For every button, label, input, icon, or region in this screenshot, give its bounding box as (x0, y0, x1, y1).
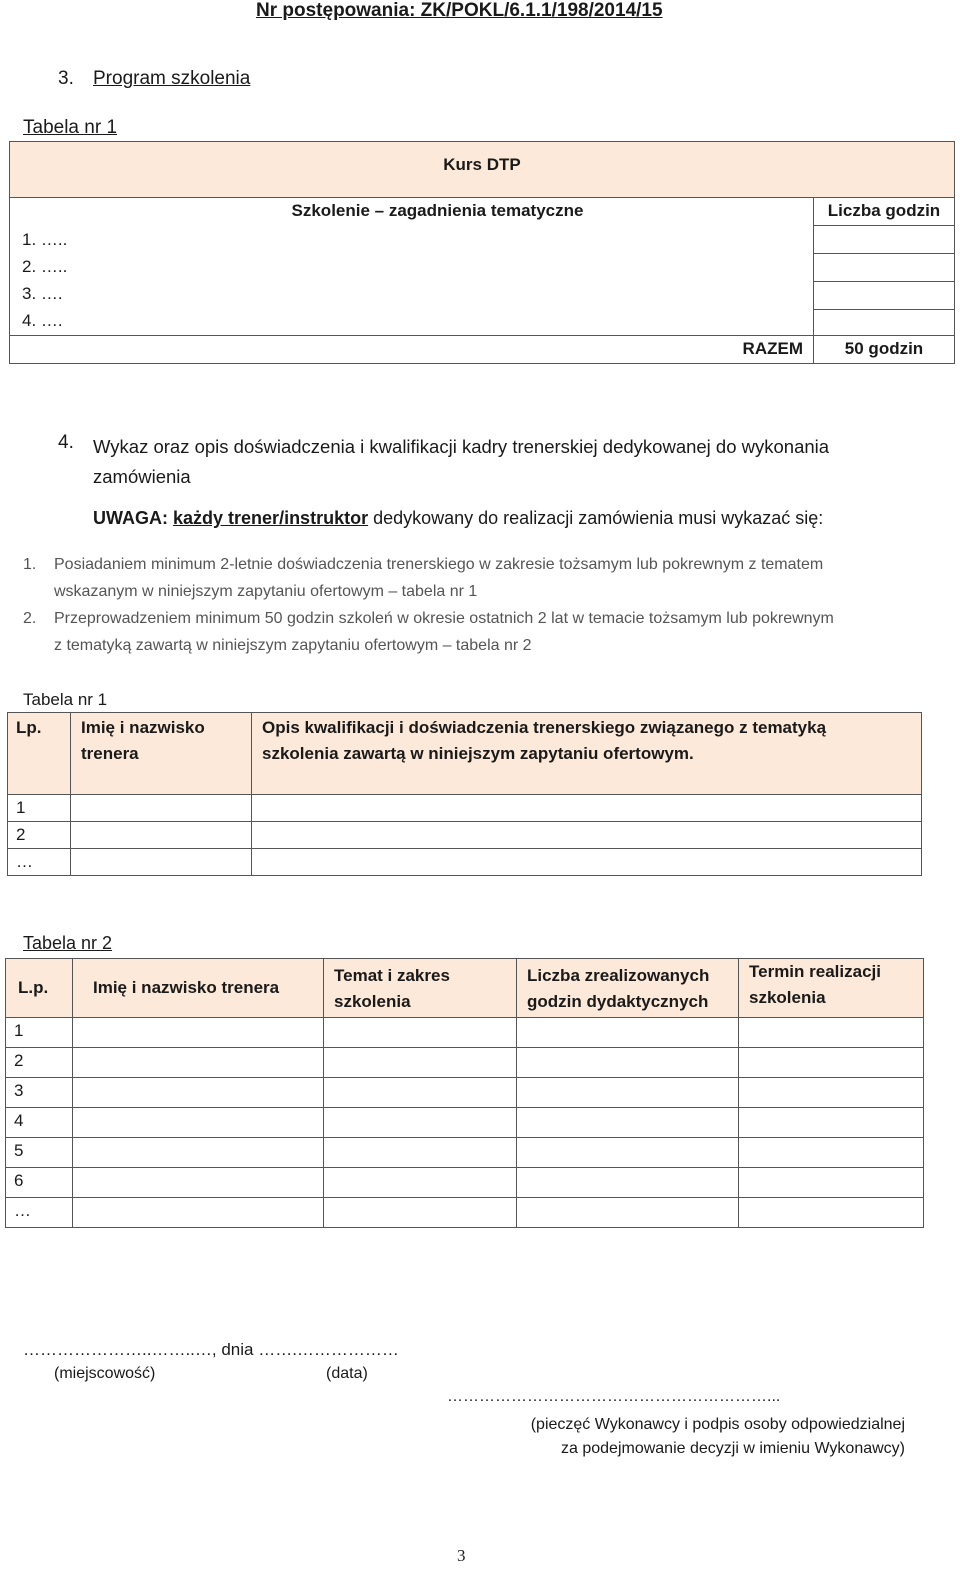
place-label: (miejscowość) (54, 1365, 156, 1382)
col-name-header: trenera (81, 744, 139, 763)
place-date-line: …………………..……..…, dnia …….……………… (23, 1340, 399, 1359)
program-table (9, 141, 955, 364)
col-desc-header: Opis kwalifikacji i doświadczenia trenerskiego związanego z tematyką (262, 718, 827, 737)
table-row: 2 (8, 822, 71, 849)
col-desc-header: szkolenia zawartą w niniejszym zapytaniu ofertowym. (262, 744, 694, 763)
note-text: dedykowany do realizacji zamówienia musi wykazać się: (373, 508, 824, 528)
signature-line: ……………………………………………………... (447, 1388, 781, 1405)
note (93, 508, 823, 529)
col-term-header: Termin realizacji (749, 962, 881, 981)
requirement-1 (23, 551, 823, 605)
note-label: UWAGA: (93, 508, 168, 528)
requirement-text: Przeprowadzeniem minimum 50 godzin szkoleń w okresie ostatnich 2 lat w temacie tożsamym lub pokrewnym (54, 610, 834, 627)
signature-label (440, 1413, 905, 1461)
section4-number: 4. (58, 432, 74, 453)
section4-title-line1: Wykaz oraz opis doświadczenia i kwalifikacji kadry trenerskiej dedykowanej do wykonania (93, 436, 830, 457)
section4-title (93, 432, 943, 492)
col-name-header: Imię i nazwisko (81, 718, 205, 737)
col-topic-header: Temat i zakres (334, 966, 450, 985)
table-row: 3 (6, 1078, 73, 1108)
section3-number: 3. (58, 68, 74, 89)
table-row: 5 (6, 1138, 73, 1168)
trainers-experience-table (5, 958, 924, 1228)
requirement-text: Posiadaniem minimum 2-letnie doświadczenia trenerskiego w zakresie tożsamym lub pokrewnym z tematem (54, 556, 824, 573)
date-label: (data) (326, 1365, 368, 1382)
table1-caption: Tabela nr 1 (23, 117, 118, 138)
requirement-number: 1. (23, 556, 37, 573)
table-row: 6 (6, 1168, 73, 1198)
col-topic-header: szkolenia (334, 992, 411, 1011)
table-row: 1 (6, 1018, 73, 1048)
note-emphasis: każdy trener/instruktor (173, 508, 369, 528)
table-row: 2 (6, 1048, 73, 1078)
requirement-number: 2. (23, 610, 37, 627)
case-number: Nr postępowania: ZK/POKL/6.1.1/198/2014/15 (256, 0, 663, 21)
total-value: 50 godzin (844, 339, 924, 358)
section3-title: Program szkolenia (93, 68, 251, 89)
course-title: Kurs DTP (443, 154, 521, 174)
requirement-text: z tematyką zawartą w niniejszym zapytaniu ofertowym – tabela nr 2 (54, 637, 532, 654)
section4-title-line2: zamówienia (93, 466, 191, 487)
col-term-header: szkolenia (749, 988, 826, 1007)
requirement-2 (23, 605, 834, 659)
table-row: … (6, 1198, 73, 1228)
topic-row: 3. …. (22, 283, 63, 303)
table-row: 4 (6, 1108, 73, 1138)
table-row: … (8, 849, 71, 876)
col-hours-header: Liczba godzin (827, 201, 941, 220)
col-topics-header: Szkolenie – zagadnienia tematyczne (291, 201, 584, 220)
page-number: 3 (457, 1546, 466, 1565)
col-hours-header: godzin dydaktycznych (527, 992, 709, 1011)
trainers-qualification-table (7, 712, 922, 876)
col-hours-header: Liczba zrealizowanych (527, 966, 710, 985)
col-name-header: Imię i nazwisko trenera (93, 978, 280, 997)
topic-row: 2. ….. (22, 256, 68, 276)
topic-row: 4. …. (22, 310, 63, 330)
signature-label-line1: (pieczęć Wykonawcy i podpis osoby odpowiedzialnej (530, 1416, 905, 1433)
total-label: RAZEM (742, 339, 803, 358)
table-row: 1 (8, 795, 71, 822)
tableA-caption: Tabela nr 1 (23, 690, 108, 709)
signature-label-line2: za podejmowanie decyzji w imieniu Wykonawcy) (561, 1440, 905, 1457)
requirement-text: wskazanym w niniejszym zapytaniu ofertowym – tabela nr 1 (54, 583, 478, 600)
topic-row: 1. ….. (22, 229, 68, 249)
tableB-caption: Tabela nr 2 (23, 933, 113, 953)
col-lp-header: L.p. (18, 978, 49, 997)
col-lp-header: Lp. (16, 718, 42, 737)
